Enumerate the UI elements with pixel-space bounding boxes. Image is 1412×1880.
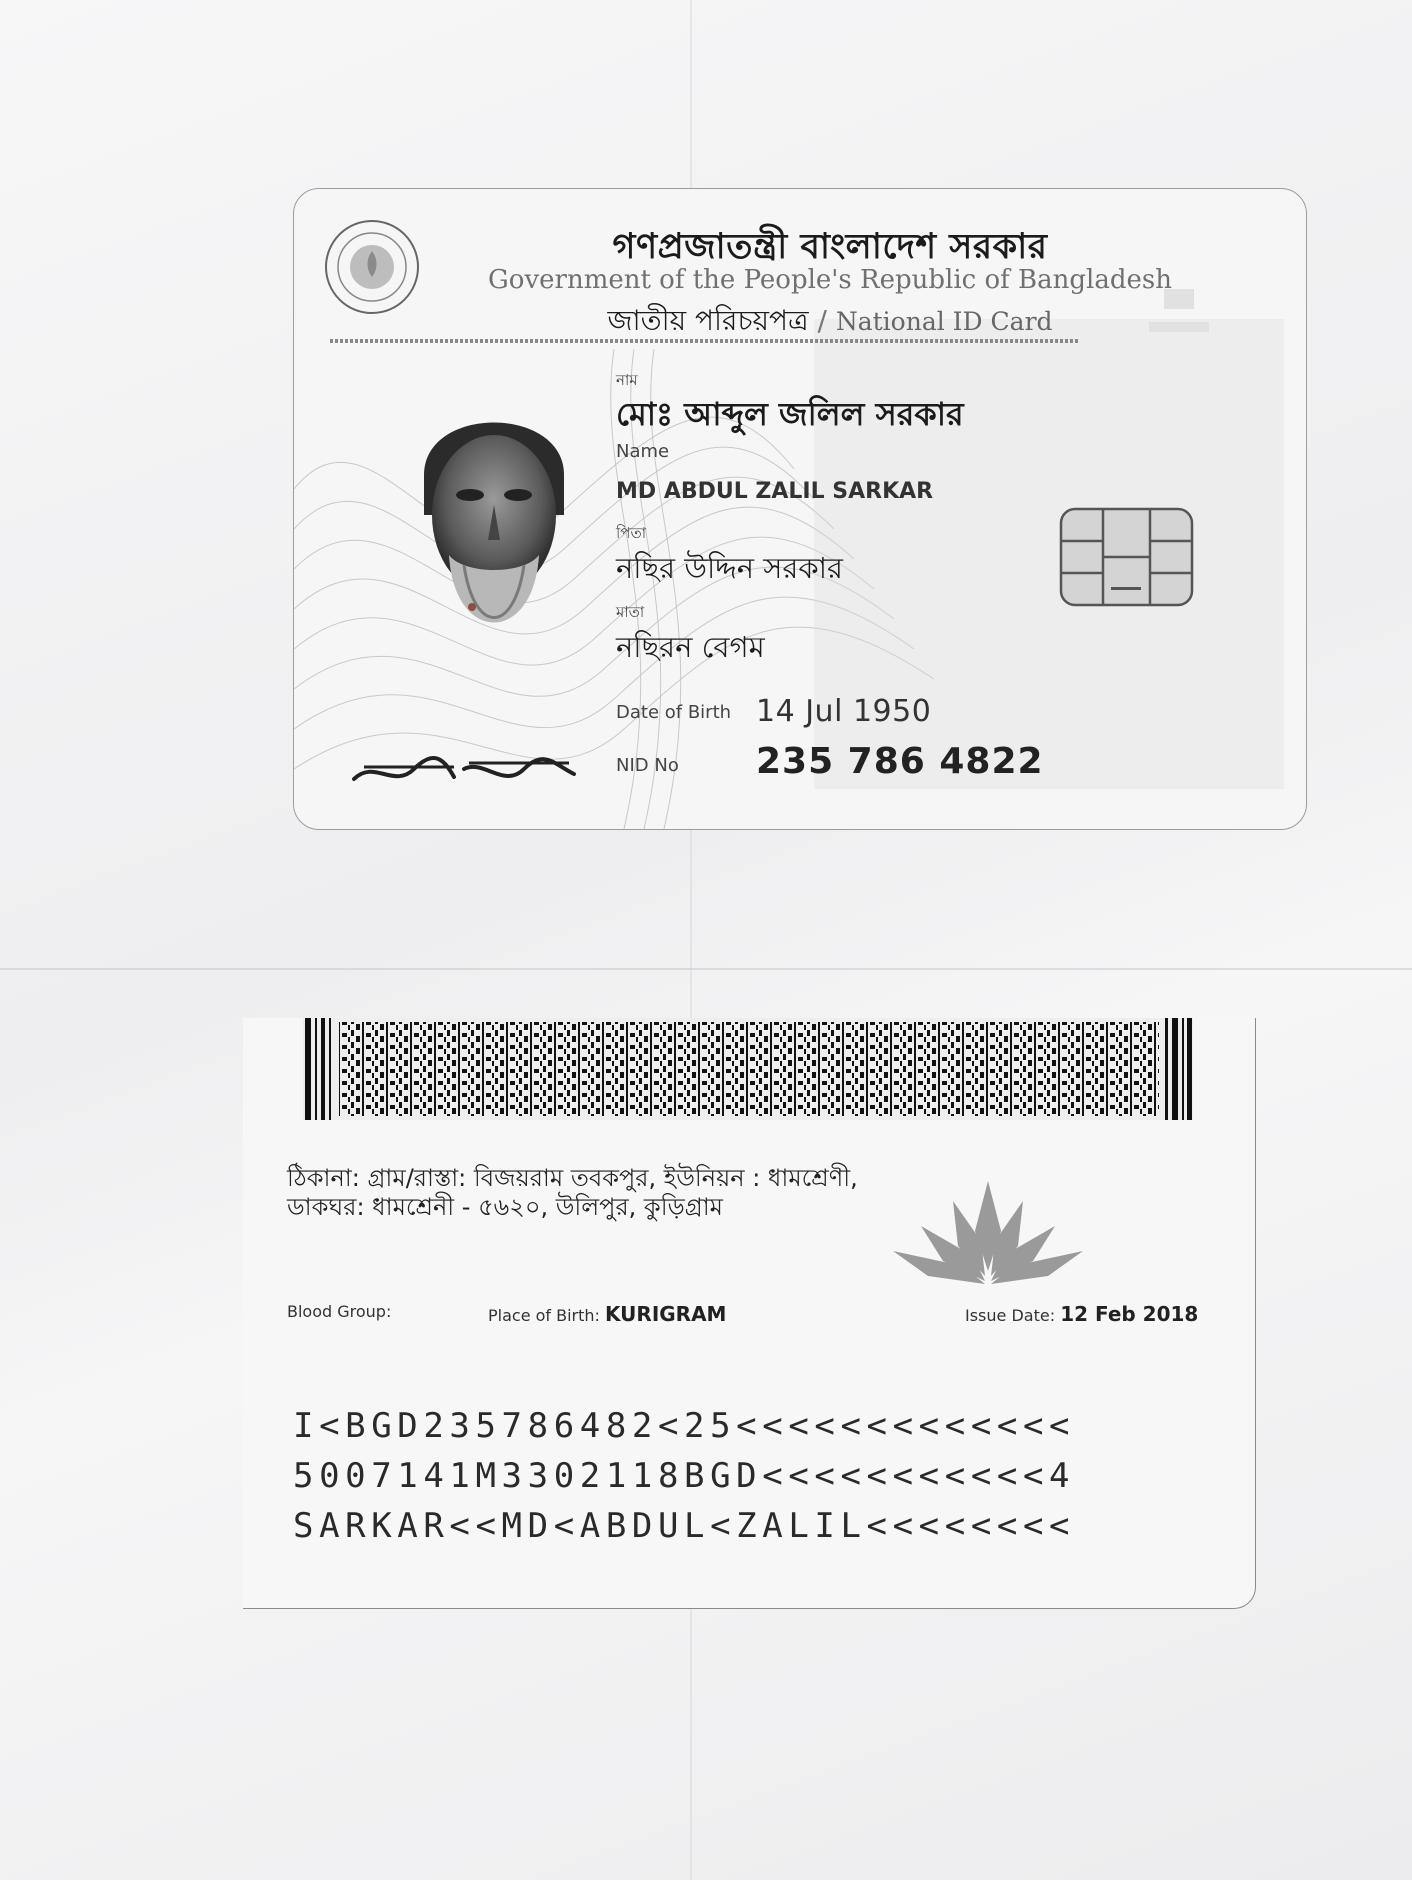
government-title-en: Government of the People's Republic of Bangladesh bbox=[488, 265, 1172, 295]
mother-name: নছিরন বেগম bbox=[616, 630, 765, 664]
smart-chip-icon bbox=[1059, 507, 1194, 607]
id-card-back bbox=[243, 1018, 1256, 1609]
blood-group-label: Blood Group: bbox=[287, 1302, 392, 1321]
name-en: MD ABDUL ZALIL SARKAR bbox=[616, 479, 934, 504]
name-label-bn: নাম bbox=[616, 371, 638, 389]
nid-label: NID No bbox=[616, 755, 679, 776]
place-of-birth-label: Place of Birth: bbox=[488, 1306, 600, 1325]
card-type-en: National ID Card bbox=[835, 307, 1053, 336]
dob-value: 14 Jul 1950 bbox=[756, 694, 932, 729]
name-label-en: Name bbox=[616, 441, 670, 462]
father-label: পিতা bbox=[616, 524, 647, 542]
paper-fold bbox=[0, 968, 1412, 970]
holder-photo bbox=[394, 375, 594, 675]
id-card-front bbox=[293, 188, 1307, 830]
address: ঠিকানা: গ্রাম/রাস্তা: বিজয়রাম তবকপুর, ইউনিয়ন : ধামশ্রেণী, ডাকঘর: ধামশ্রেনী - ৫৬২০, উলিপুর, কুড়িগ্রাম bbox=[287, 1164, 858, 1221]
mrz-line-3: SARKAR<<MD<ABDUL<ZALIL<<<<<<<< bbox=[293, 1506, 1076, 1546]
card-type-separator: / bbox=[808, 304, 836, 337]
place-of-birth bbox=[488, 1302, 726, 1326]
water-lily-emblem-icon bbox=[893, 1176, 1083, 1291]
government-title-bn: গণপ্রজাতন্ত্রী বাংলাদেশ সরকার bbox=[612, 227, 1048, 267]
issue-date-label: Issue Date: bbox=[965, 1306, 1056, 1325]
nid-number: 235 786 4822 bbox=[756, 741, 1044, 782]
dob-label: Date of Birth bbox=[616, 702, 732, 723]
header-divider bbox=[330, 339, 1078, 343]
name-bn: মোঃ আব্দুল জলিল সরকার bbox=[616, 395, 964, 433]
issue-date bbox=[965, 1302, 1198, 1326]
mrz-line-2: 5007141M3302118BGD<<<<<<<<<<<4 bbox=[293, 1456, 1076, 1496]
card-type-bn: জাতীয় পরিচয়পত্র bbox=[607, 304, 809, 337]
watermark-icon bbox=[1134, 284, 1264, 344]
mrz-line-1: I<BGD235786482<25<<<<<<<<<<<<< bbox=[293, 1406, 1076, 1446]
place-of-birth-value: KURIGRAM bbox=[605, 1302, 727, 1326]
signature-image bbox=[344, 739, 584, 799]
issue-date-value: 12 Feb 2018 bbox=[1060, 1302, 1199, 1326]
pdf417-barcode bbox=[303, 1018, 1193, 1120]
father-name: নছির উদ্দিন সরকার bbox=[616, 551, 843, 585]
mother-label: মাতা bbox=[616, 603, 645, 621]
